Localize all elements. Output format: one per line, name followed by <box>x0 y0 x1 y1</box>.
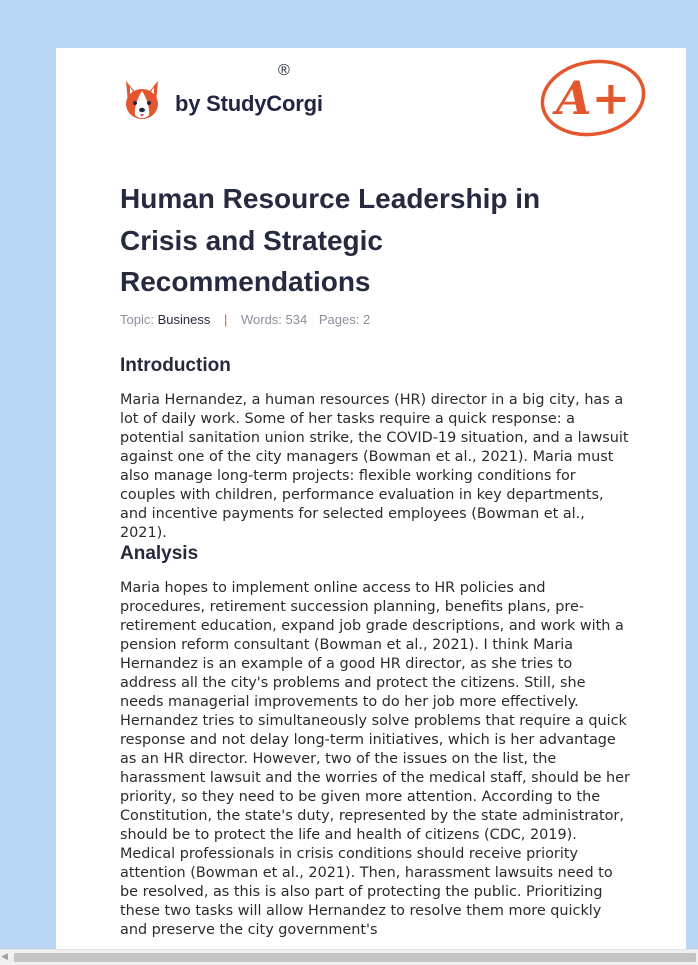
registered-mark: ® <box>278 62 290 79</box>
document-meta <box>120 312 370 327</box>
grade-badge-icon <box>537 58 649 140</box>
page-title: Human Resource Leadership in Crisis and Strategic Recommendations <box>120 183 541 297</box>
document-page <box>56 48 686 964</box>
section-text-analysis: Maria hopes to implement online access to HR policies and procedures, retirement succession planning, benefits plans, pre-retirement education, expand job grade descriptions, and work with a pension reform consultant (Bowman et al., 2021). I think Maria Hernandez is an example of a good HR director, as she tries to address all the city's problems and protect the citizens. Still, she needs managerial improvements to do her job more effectively. Hernandez tries to simultaneously solve problems that require a quick response and not delay long-term initiatives, which is her advantage as an HR director. However, two of the issues on the list, the harassment lawsuit and the worries of the medical staff, should be her priority, so they need to be given more attention. According to the Constitution, the state's duty, represented by the state administrator, should be to protect the life and health of citizens (CDC, 2019). Medical professionals in crisis conditions should receive priority attention (Bowman et al., 2021). Then, harassment lawsuits need to be resolved, as this is also part of protecting the public. Prioritizing these two tasks will allow Hernandez to resolve them more quickly and preserve the city government's <box>120 580 630 938</box>
words-count: 534 <box>285 312 308 327</box>
pages-label: Pages: <box>318 312 360 327</box>
horizontal-scrollbar[interactable] <box>0 949 698 965</box>
meta-separator: | <box>223 312 228 327</box>
corgi-logo-icon <box>122 77 162 123</box>
scroll-left-icon[interactable]: ◀ <box>1 952 8 962</box>
words-label: Words: <box>240 312 282 327</box>
pages-count: 2 <box>362 312 371 327</box>
section-text-introduction: Maria Hernandez, a human resources (HR) director in a big city, has a lot of daily work. Some of her tasks require a quick response: a potential sanitation union strike, the COVID-19 situation, and a lawsuit against one of the city managers (Bowman et al., 2021). Maria must also manage long-term projects: flexible working conditions for couples with children, performance evaluation in key departments, and incentive payments for selected employees (Bowman et al., 2021). <box>120 392 629 541</box>
topic-link[interactable]: Business <box>157 312 211 327</box>
brand-header[interactable] <box>122 76 323 124</box>
brand-name: by StudyCorgi <box>175 91 323 116</box>
section-heading-analysis: Analysis <box>120 543 199 564</box>
topic-label: Topic: <box>120 312 154 327</box>
section-heading-introduction: Introduction <box>120 355 231 376</box>
scrollbar-thumb[interactable] <box>14 953 696 962</box>
grade-text: A+ <box>555 71 631 125</box>
